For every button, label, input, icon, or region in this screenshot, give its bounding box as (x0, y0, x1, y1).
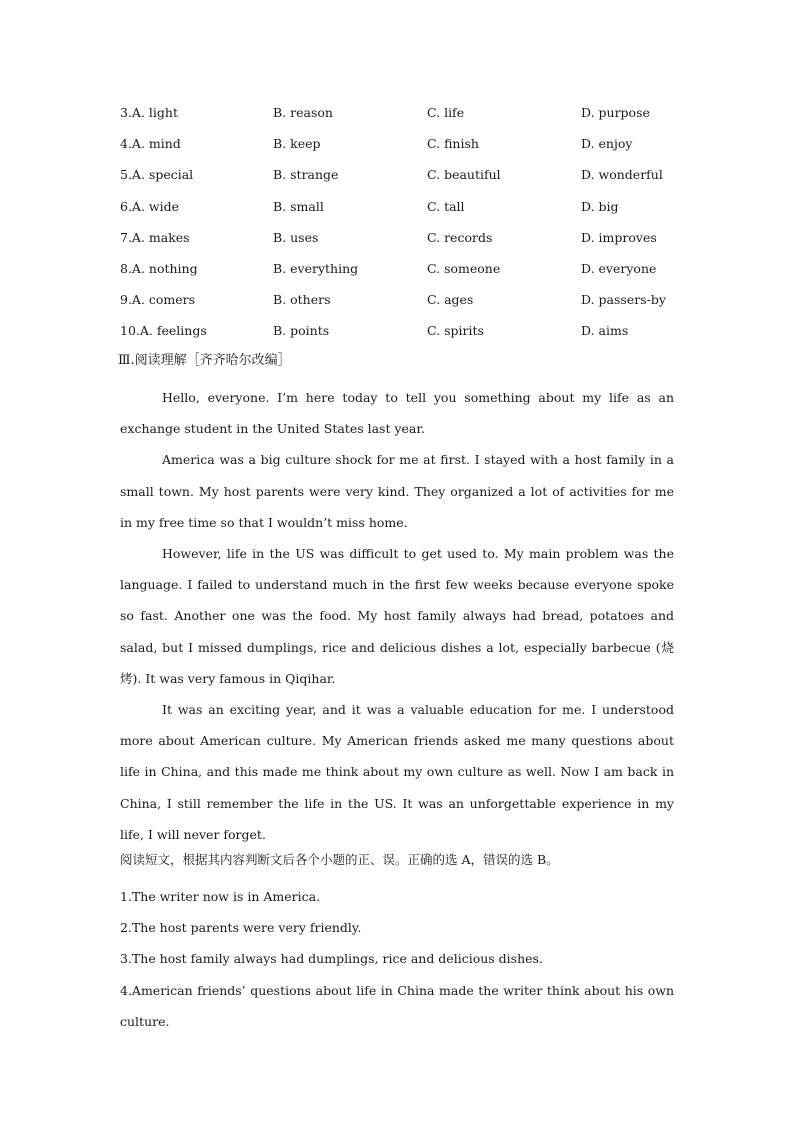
question-item: 3.The host family always had dumplings, rice and delicious dishes. (120, 951, 543, 967)
option-a: 4.A. mind (120, 136, 181, 152)
option-c: C. someone (427, 260, 501, 276)
option-c: C. spirits (427, 323, 484, 339)
option-row (120, 259, 680, 290)
option-c: C. beautiful (427, 167, 501, 183)
question-item: 4.American friends’ questions about life in China made the writer think about his own culture. (120, 982, 674, 1029)
section-heading: Ⅲ.阅读理解［齐齐哈尔改编］ (118, 353, 291, 368)
option-b: B. strange (273, 167, 339, 183)
question-list (120, 881, 674, 1037)
option-row (120, 103, 680, 134)
option-d: D. purpose (581, 105, 650, 120)
option-c: C. life (427, 105, 465, 120)
question-instruction: 阅读短文，根据其内容判断文后各个小题的正、误。正确的选 A，错误的选 B。 (120, 852, 559, 867)
option-d: D. big (581, 198, 619, 214)
option-d: D. wonderful (581, 167, 663, 183)
option-c: C. finish (427, 136, 479, 152)
passage-paragraph: Hello, everyone. I’m here today to tell you something about my life as an exchange student in the United States last year. (120, 390, 674, 437)
option-row (120, 197, 680, 228)
option-row (120, 228, 680, 259)
option-b: B. points (273, 323, 330, 339)
passage-paragraph: It was an exciting year, and it was a valuable education for me. I understood more about American culture. My American friends asked me many questions about life in China, and this made me think about my own culture as well. Now I am back in China, I still remember the life in the US. It was an unforgettable experience in my life, I will never forget. (120, 702, 674, 842)
question-item: 2.The host parents were very friendly. (120, 920, 362, 936)
option-a: 6.A. wide (120, 198, 179, 214)
option-b: B. keep (273, 136, 321, 152)
option-a: 7.A. makes (120, 229, 190, 245)
option-a: 5.A. special (120, 167, 194, 183)
passage-paragraph: America was a big culture shock for me at first. I stayed with a host family in a small town. My host parents were very kind. They organized a lot of activities for me in my free time so that I wouldn’t miss home. (120, 452, 674, 530)
option-a: 9.A. comers (120, 292, 196, 308)
option-a: 10.A. feelings (120, 323, 207, 339)
option-d: D. enjoy (581, 136, 633, 152)
option-a: 3.A. light (120, 105, 178, 120)
option-b: B. others (273, 292, 331, 308)
option-b: B. reason (273, 105, 333, 120)
option-b: B. everything (273, 260, 359, 276)
passage-paragraph: However, life in the US was difficult to get used to. My main problem was the language. I failed to understand much in the first few weeks because everyone spoke so fast. Another one was the food. My host family always had bread, potatoes and salad, but I missed dumplings, rice and delicious dishes a lot, especially barbecue (烧烤). It was very famous in Qiqihar. (120, 546, 674, 686)
question-item: 1.The writer now is in America. (120, 889, 321, 904)
option-row (120, 321, 680, 352)
option-c: C. tall (427, 198, 465, 214)
option-row (120, 165, 680, 196)
option-row (120, 290, 680, 321)
option-b: B. uses (273, 229, 319, 245)
option-a: 8.A. nothing (120, 260, 198, 276)
option-b: B. small (273, 198, 324, 214)
option-d: D. everyone (581, 260, 657, 276)
option-d: D. aims (581, 323, 629, 339)
option-c: C. records (427, 229, 493, 245)
reading-passage (120, 382, 674, 850)
option-row (120, 134, 680, 165)
options-table (120, 103, 680, 353)
option-d: D. passers-by (581, 292, 666, 308)
option-c: C. ages (427, 292, 474, 308)
option-d: D. improves (581, 229, 657, 245)
